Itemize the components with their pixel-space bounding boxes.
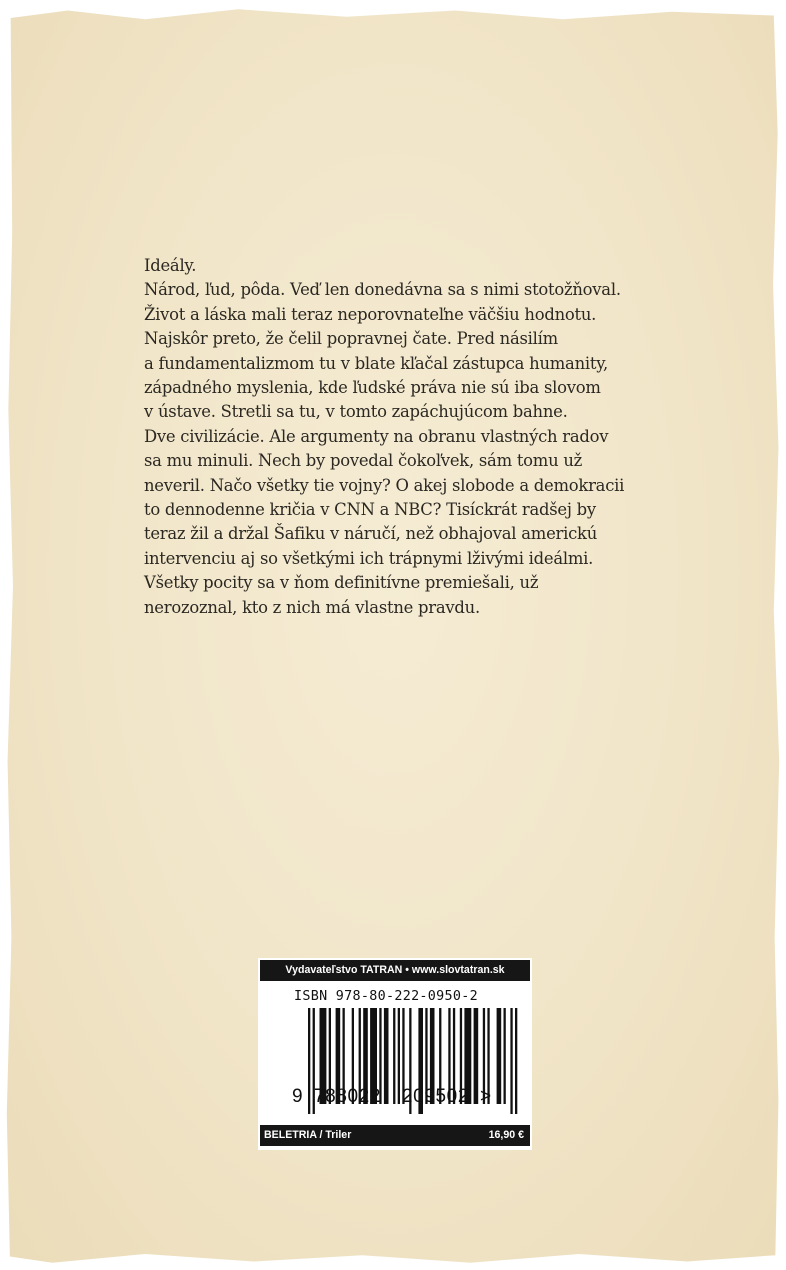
barcode-bar: [515, 1008, 517, 1114]
text-line: Národ, ľud, pôda. Veď len donedávna sa s nimi stotožňoval.: [144, 280, 621, 300]
barcode-arrow: >: [480, 1086, 492, 1107]
barcode-bar: [474, 1008, 479, 1104]
barcode-bar: [393, 1008, 395, 1104]
barcode-bar: [308, 1008, 310, 1114]
text-line: to dennodenne kričia v CNN a NBC? Tisíckrát radšej by: [144, 500, 596, 520]
barcode-bar: [497, 1008, 502, 1104]
text-line: nerozoznal, kto z nich má vlastne pravdu.: [144, 597, 480, 617]
text-line: Najskôr preto, že čelil popravnej čate. Pred násilím: [144, 329, 558, 349]
barcode-label: [258, 958, 532, 1150]
back-cover-text: [144, 254, 664, 620]
text-line: Dve civilizácie. Ale argumenty na obranu vlastných radov: [144, 426, 609, 446]
category-bar: [260, 1125, 530, 1146]
text-line: Ideály.: [144, 256, 197, 275]
text-line: západného myslenia, kde ľudské práva nie sú iba slovom: [144, 378, 601, 398]
publisher-bar: Vydavateľstvo TATRAN • www.slovtatran.sk: [260, 960, 530, 981]
text-line: neveril. Načo všetky tie vojny? O akej slobode a demokracii: [144, 475, 625, 495]
barcode-digits-right: 209502: [402, 1086, 470, 1107]
price-label: 16,90 €: [488, 1129, 524, 1141]
barcode-bar: [510, 1008, 512, 1114]
isbn-text: ISBN 978-80-222-0950-2: [294, 989, 478, 1004]
barcode-bar: [398, 1008, 400, 1104]
text-line: Všetky pocity sa v ňom definitívne premiešali, už: [144, 573, 539, 593]
text-line: a fundamentalizmom tu v blate kľačal zástupca humanity,: [144, 353, 609, 373]
barcode-image: [258, 958, 532, 1150]
text-line: intervenciu aj so všetkými ich trápnymi lživými ideálmi.: [144, 548, 594, 568]
text-line: teraz žil a držal Šafiku v náručí, než obhajoval americkú: [144, 524, 598, 544]
barcode-digit-first: 9: [292, 1086, 303, 1107]
text-line: sa mu minuli. Nech by povedal čokoľvek, sám tomu už: [144, 451, 583, 471]
barcode-digits-left: 788022: [314, 1086, 382, 1107]
barcode-bar: [504, 1008, 506, 1104]
text-line: Život a láska mali teraz neporovnateľne väčšiu hodnotu.: [144, 304, 597, 324]
text-line: v ústave. Stretli sa tu, v tomto zapáchujúcom bahne.: [144, 402, 568, 422]
barcode-bar: [384, 1008, 389, 1104]
category-label: BELETRIA / Triler: [264, 1129, 352, 1141]
